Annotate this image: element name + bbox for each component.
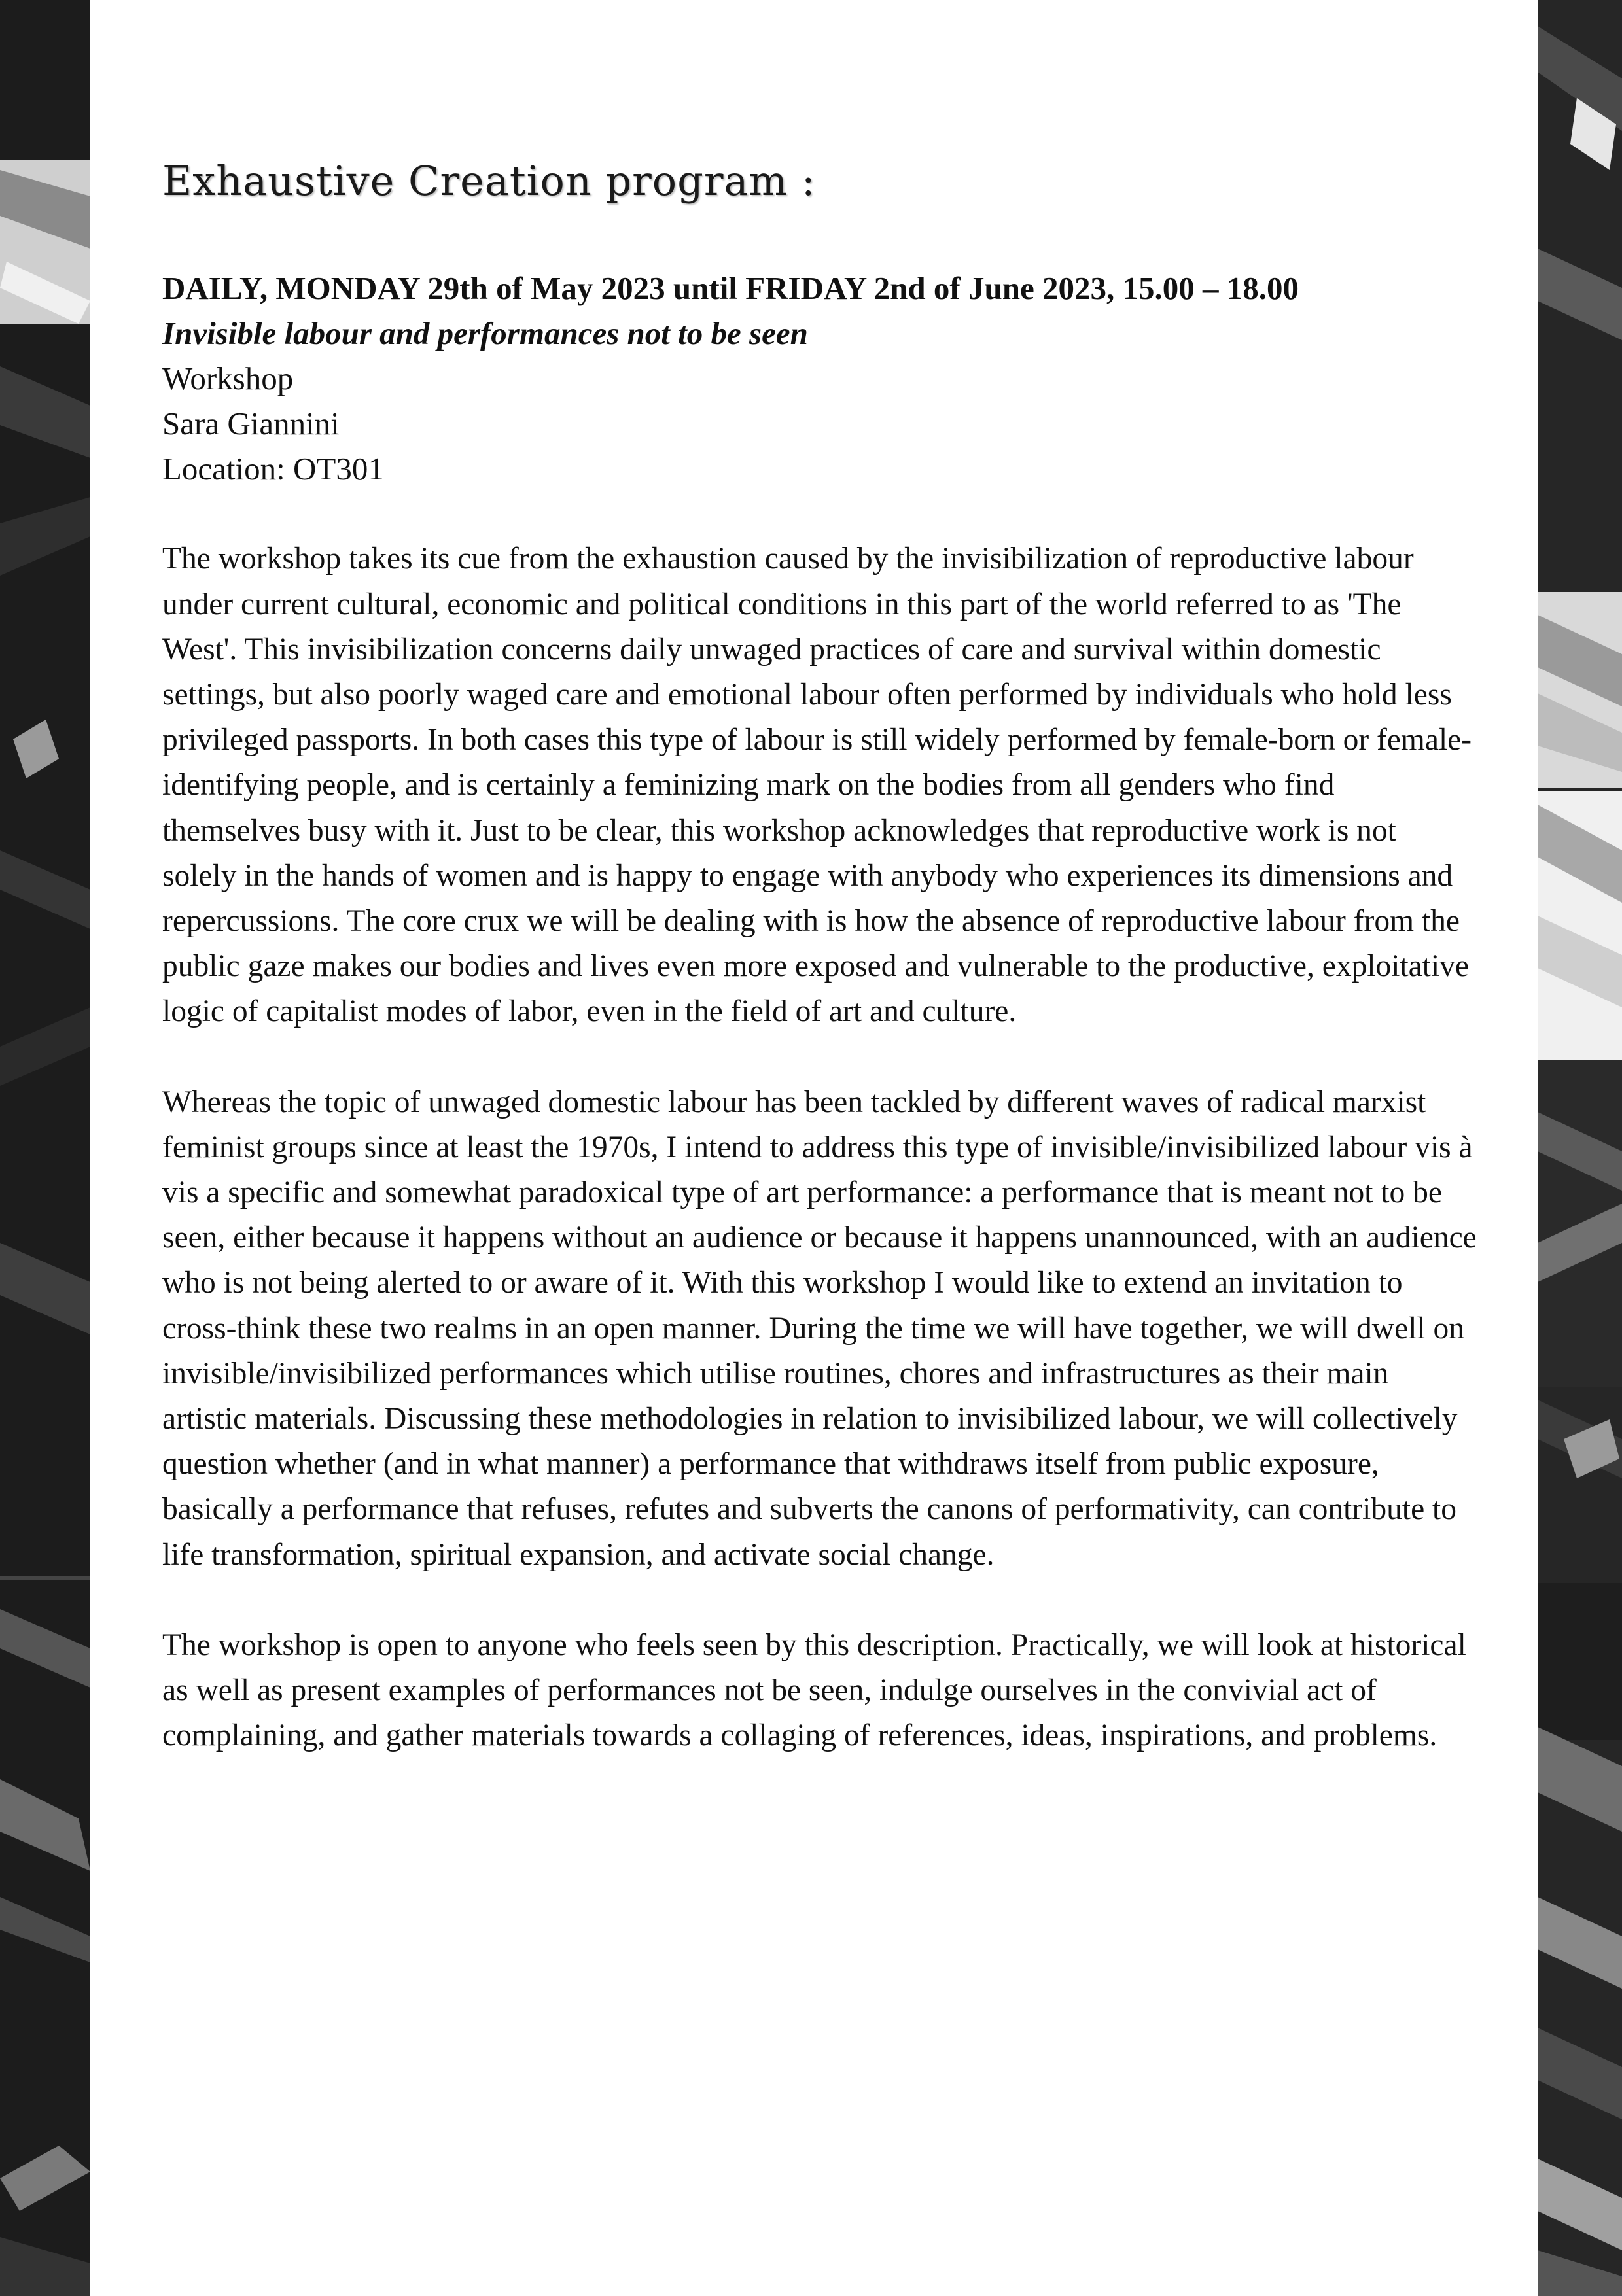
event-host: Sara Giannini [162,406,340,442]
event-location: Location: OT301 [162,451,384,487]
event-date-line: DAILY, MONDAY 29th of May 2023 until FRIDAY 2nd of June 2023, 15.00 – 18.00 [162,270,1299,307]
body-paragraph-3: The workshop is open to anyone who feels seen by this description. Practically, we will look at historical as well as present examples of performances not be seen, indulge ourselves in the convivial act of complaining, and gather materials towards a collaging of references, ideas, inspirations, and problems. [162,1627,1466,1753]
left-brush-strip-decoration [0,0,90,2296]
document-content [162,157,1477,1758]
page-title: Exhaustive Creation program : [162,157,816,205]
event-title: Invisible labour and performances not to be seen [162,315,808,352]
body-paragraph-1: The workshop takes its cue from the exhaustion caused by the invisibilization of reproductive labour under current cultural, economic and political conditions in this part of the world referred to as 'The West'. This invisibilization concerns daily unwaged practices of care and survival within domestic settings, but also poorly waged care and emotional labour often performed by individuals who hold less privileged passports. In both cases this type of labour is still widely performed by female-born or female-identifying people, and is certainly a feminizing mark on the bodies from all genders who find themselves busy with it. Just to be clear, this workshop acknowledges that reproductive work is not solely in the hands of women and is happy to engage with anybody who experiences its dimensions and repercussions. The core crux we will be dealing with is how the absence of reproductive labour from the public gaze makes our bodies and lives even more exposed and vulnerable to the productive, exploitative logic of capitalist modes of labor, even in the field of art and culture. [162,542,1472,1029]
event-type: Workshop [162,360,294,397]
right-brush-strip-decoration [1538,0,1622,2296]
body-paragraph-2: Whereas the topic of unwaged domestic labour has been tackled by different waves of radical marxist feminist groups since at least the 1970s, I intend to address this type of invisible/invisibilized labour vis à vis a specific and somewhat paradoxical type of art performance: a performance that is meant not to be seen, either because it happens without an audience or because it happens unannounced, with an audience who is not being alerted to or aware of it. With this workshop I would like to extend an invitation to cross-think these two realms in an open manner. During the time we will have together, we will dwell on invisible/invisibilized performances which utilise routines, chores and infrastructures as their main artistic materials. Discussing these methodologies in relation to invisibilized labour, we will collectively question whether (and in what manner) a performance that withdraws itself from public exposure, basically a performance that refuses, refutes and subverts the canons of performativity, can contribute to life transformation, spiritual expansion, and activate social change. [162,1085,1477,1572]
event-header [162,266,1477,491]
